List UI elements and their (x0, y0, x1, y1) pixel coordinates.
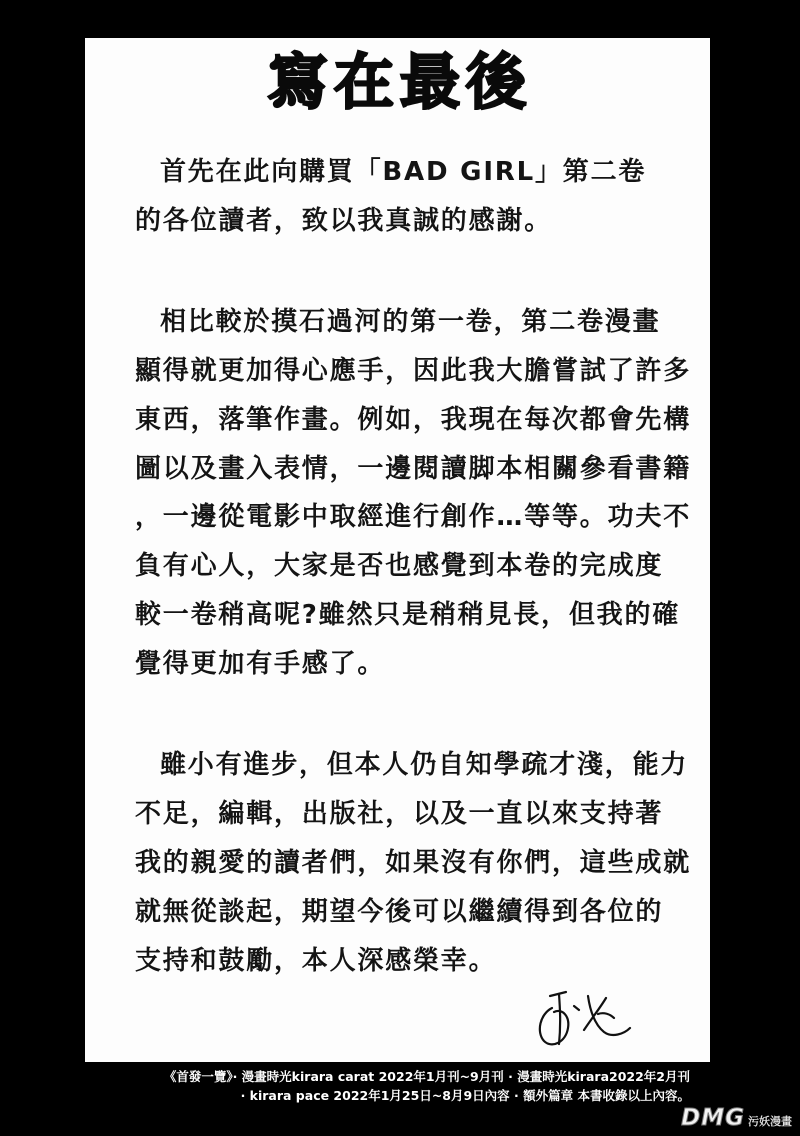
body-line: 雖小有進步，但本人仍自知學疏才淺，能力 (160, 750, 689, 780)
body-line: 覺得更加有手感了。 (135, 649, 386, 680)
body-line: ，一邊從電影中取經進行創作…等等。功夫不 (135, 502, 692, 533)
signature-icon (532, 984, 636, 1052)
body-line: 我的親愛的讀者們，如果沒有你們，這些成就 (135, 847, 692, 878)
body-line: 不足，編輯，出版社，以及一直以來支持著 (135, 798, 664, 829)
footer-line-2: · kirara pace 2022年1月25日~8月9日內容 · 額外篇章 本書收錄以上內容。 (240, 1088, 690, 1103)
page-title: 寫在最後 (268, 48, 532, 118)
footer-line-1: 《首發一覽》· 漫畫時光kirara carat 2022年1月刊~9月刊 · 漫畫時光kirara2022年2月刊 (163, 1069, 690, 1084)
watermark-site-name: 污妖漫畫 (748, 1115, 792, 1128)
body-line: 顯得就更加得心應手，因此我大膽嘗試了許多 (135, 355, 692, 386)
body-line: 相比較於摸石過河的第一卷，第二卷漫畫 (160, 306, 661, 337)
body-line: 支持和鼓勵，本人深感榮幸。 (135, 945, 497, 976)
body-line: 圖以及畫入表情，一邊閱讀脚本相關參看書籍 (135, 453, 692, 484)
body-line: 負有心人，大家是否也感覺到本卷的完成度 (135, 551, 664, 582)
body-line: 東西，落筆作畫。例如，我現在每次都會先構 (135, 404, 692, 435)
publication-footer (40, 1067, 690, 1105)
body-line: 較一卷稍高呢?雖然只是稍稍見長，但我的確 (135, 600, 681, 631)
body-line: 的各位讀者，致以我真誠的感謝。 (135, 205, 553, 236)
body-line: 就無從談起，期望今後可以繼續得到各位的 (135, 896, 664, 927)
watermark (681, 1106, 792, 1130)
body-line: 首先在此向購買「BAD GIRL」第二卷 (160, 157, 647, 187)
watermark-logo: DMG (681, 1105, 745, 1131)
